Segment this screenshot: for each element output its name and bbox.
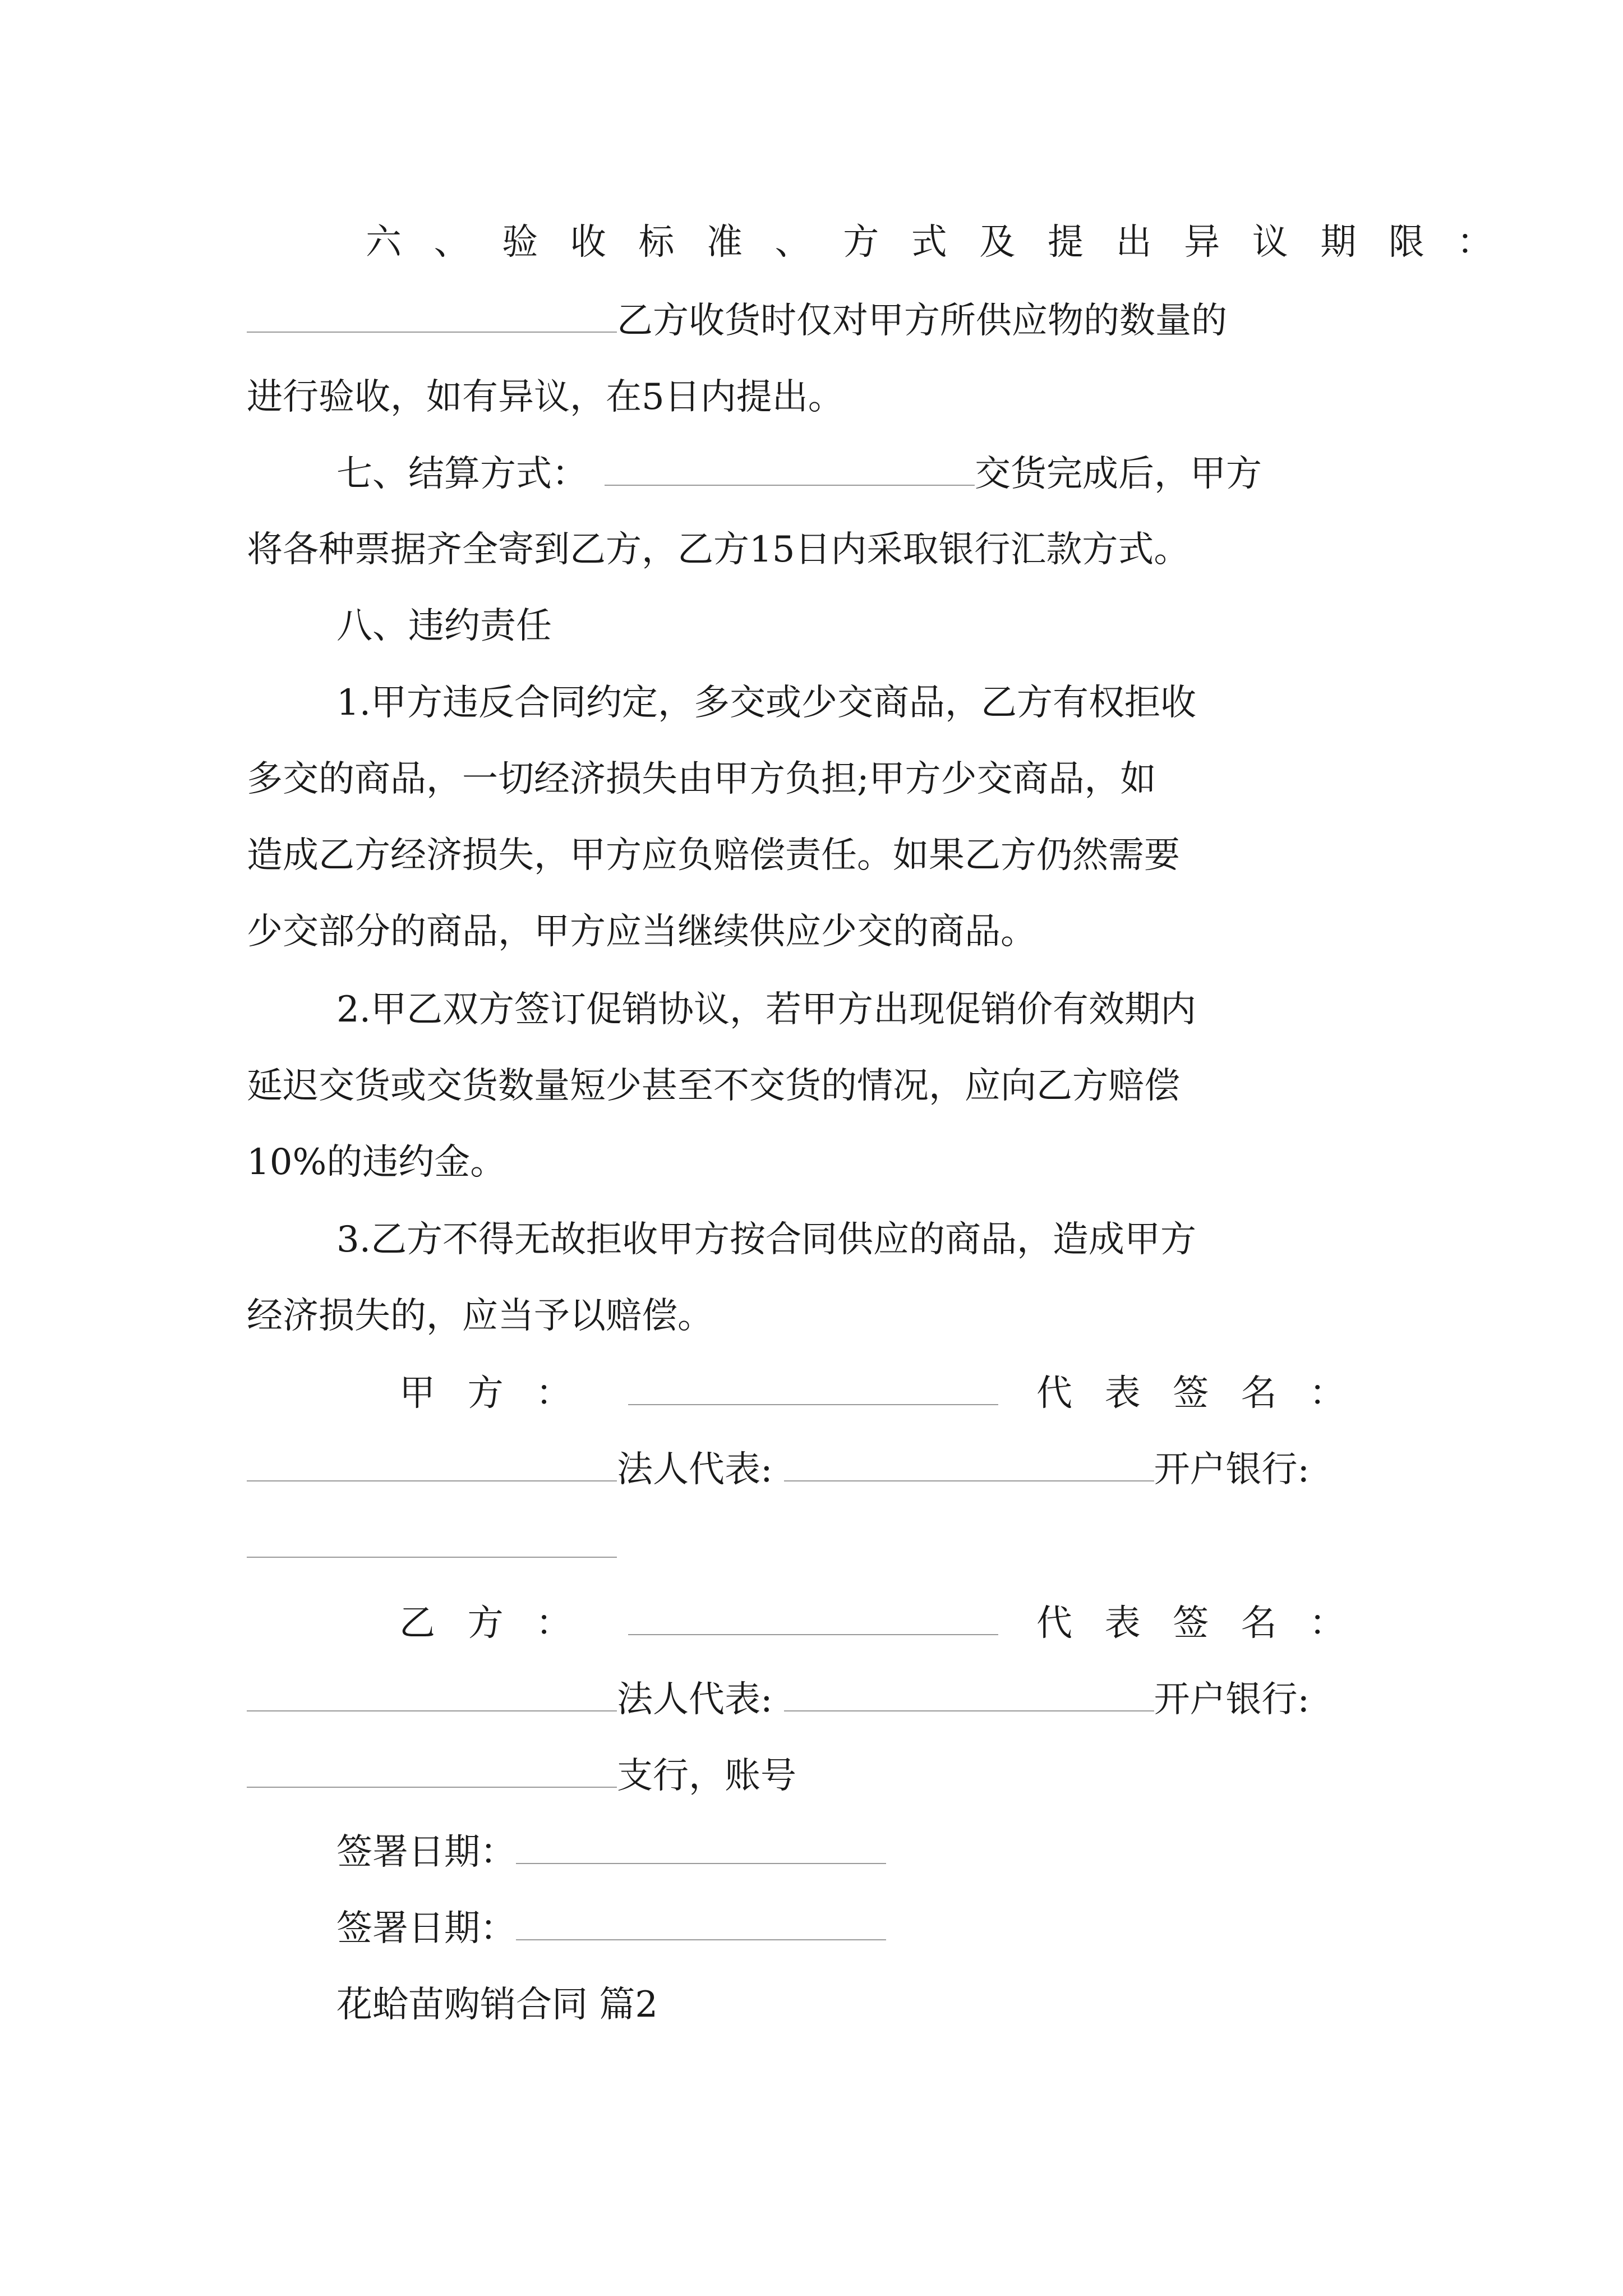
signing-date-row-1 bbox=[336, 1824, 886, 1880]
party-b-row-3 bbox=[247, 1748, 796, 1804]
party-b-rep-sign-field[interactable] bbox=[247, 1677, 617, 1711]
next-contract-title bbox=[336, 1977, 658, 2033]
party-a-row-2 bbox=[247, 1442, 1310, 1498]
clause-7-line-1 bbox=[336, 446, 1262, 502]
party-b-name-blank-wrap bbox=[628, 1595, 998, 1651]
signing-date-field-1[interactable] bbox=[516, 1829, 886, 1864]
clause-8-1-line-3 bbox=[247, 827, 1180, 884]
clause-6-text-2: 乙方收货时仅对甲方所供应物的数量的 bbox=[617, 300, 1227, 342]
party-a-rep-sign-wrap bbox=[1036, 1365, 1377, 1421]
clause-6-heading-text: 六、验收标准、方式及提出异议期限： bbox=[366, 222, 1525, 263]
next-contract-title-text: 花蛤苗购销合同 篇2 bbox=[336, 1984, 658, 2026]
clause-7-heading: 七、结算方式： bbox=[336, 453, 588, 495]
party-b-name-field[interactable] bbox=[628, 1600, 998, 1635]
clause-8-2-line-1 bbox=[336, 982, 1196, 1038]
signing-date-field-2[interactable] bbox=[516, 1906, 886, 1940]
clause-6-text-3: 进行验收，如有异议，在5日内提出。 bbox=[247, 376, 844, 418]
signing-date-label-1: 签署日期： bbox=[336, 1832, 516, 1873]
clause-8-2-text-3: 10%的违约金。 bbox=[247, 1142, 506, 1183]
clause-6-heading bbox=[366, 214, 1525, 270]
party-b-rep-sign-label: 代表签名： bbox=[1036, 1603, 1377, 1644]
clause-8-1-text-2: 多交的商品，一切经济损失由甲方负担;甲方少交商品，如 bbox=[247, 758, 1156, 800]
blank-field[interactable] bbox=[605, 451, 975, 486]
clause-8-3-line-1 bbox=[336, 1212, 1196, 1268]
party-a-bank-field[interactable] bbox=[247, 1523, 617, 1558]
clause-8-1-line-2 bbox=[247, 751, 1156, 807]
party-a-rep-sign-label: 代表签名： bbox=[1036, 1373, 1377, 1414]
party-b-label: 乙方： bbox=[399, 1603, 604, 1644]
clause-8-2-line-2 bbox=[247, 1058, 1180, 1114]
party-b-row-1 bbox=[399, 1595, 604, 1651]
party-b-row-2 bbox=[247, 1672, 1310, 1728]
party-b-legal-rep-label: 法人代表: bbox=[617, 1679, 773, 1720]
party-b-branch-account-label: 支行，账号 bbox=[617, 1755, 796, 1797]
clause-7-text-1: 交货完成后，甲方 bbox=[975, 453, 1262, 495]
clause-8-2-text-1: 2.甲乙双方签订促销协议，若甲方出现促销价有效期内 bbox=[336, 989, 1197, 1030]
clause-7-line-2 bbox=[247, 522, 1189, 578]
party-a-name-field[interactable] bbox=[628, 1370, 998, 1405]
clause-8-1-line-4 bbox=[247, 904, 1036, 960]
party-a-name-blank-wrap bbox=[628, 1365, 998, 1421]
party-b-bank-field[interactable] bbox=[247, 1753, 617, 1788]
clause-6-line-2 bbox=[247, 293, 1227, 349]
party-b-legal-rep-field[interactable] bbox=[784, 1677, 1154, 1711]
blank-field[interactable] bbox=[247, 298, 617, 333]
clause-8-3-text-1: 3.乙方不得无故拒收甲方按合同供应的商品，造成甲方 bbox=[336, 1219, 1197, 1260]
signing-date-row-2 bbox=[336, 1901, 886, 1957]
clause-8-1-line-1 bbox=[336, 675, 1196, 731]
party-b-bank-label: 开户银行: bbox=[1154, 1679, 1310, 1720]
party-a-bank-label: 开户银行: bbox=[1154, 1449, 1310, 1490]
clause-8-heading-text: 八、违约责任 bbox=[336, 605, 552, 647]
party-a-label: 甲方： bbox=[399, 1373, 604, 1414]
party-a-legal-rep-label: 法人代表: bbox=[617, 1449, 773, 1490]
clause-8-2-line-3 bbox=[247, 1134, 506, 1190]
clause-8-heading bbox=[336, 598, 552, 654]
clause-7-text-2: 将各种票据齐全寄到乙方，乙方15日内采取银行汇款方式。 bbox=[247, 529, 1190, 570]
party-a-row-3 bbox=[247, 1518, 617, 1574]
party-a-legal-rep-field[interactable] bbox=[784, 1447, 1154, 1481]
clause-8-3-line-2 bbox=[247, 1288, 713, 1344]
party-b-rep-sign-wrap bbox=[1036, 1595, 1377, 1651]
party-a-rep-sign-field[interactable] bbox=[247, 1447, 617, 1481]
clause-6-line-3 bbox=[247, 369, 844, 425]
clause-8-1-text-3: 造成乙方经济损失，甲方应负赔偿责任。如果乙方仍然需要 bbox=[247, 835, 1180, 876]
party-a-row-1 bbox=[399, 1365, 604, 1421]
clause-8-1-text-1: 1.甲方违反合同约定，多交或少交商品，乙方有权拒收 bbox=[336, 682, 1197, 724]
clause-8-1-text-4: 少交部分的商品，甲方应当继续供应少交的商品。 bbox=[247, 911, 1036, 953]
signing-date-label-2: 签署日期： bbox=[336, 1908, 516, 1949]
clause-8-2-text-2: 延迟交货或交货数量短少甚至不交货的情况，应向乙方赔偿 bbox=[247, 1065, 1180, 1107]
clause-8-3-text-2: 经济损失的，应当予以赔偿。 bbox=[247, 1295, 713, 1337]
